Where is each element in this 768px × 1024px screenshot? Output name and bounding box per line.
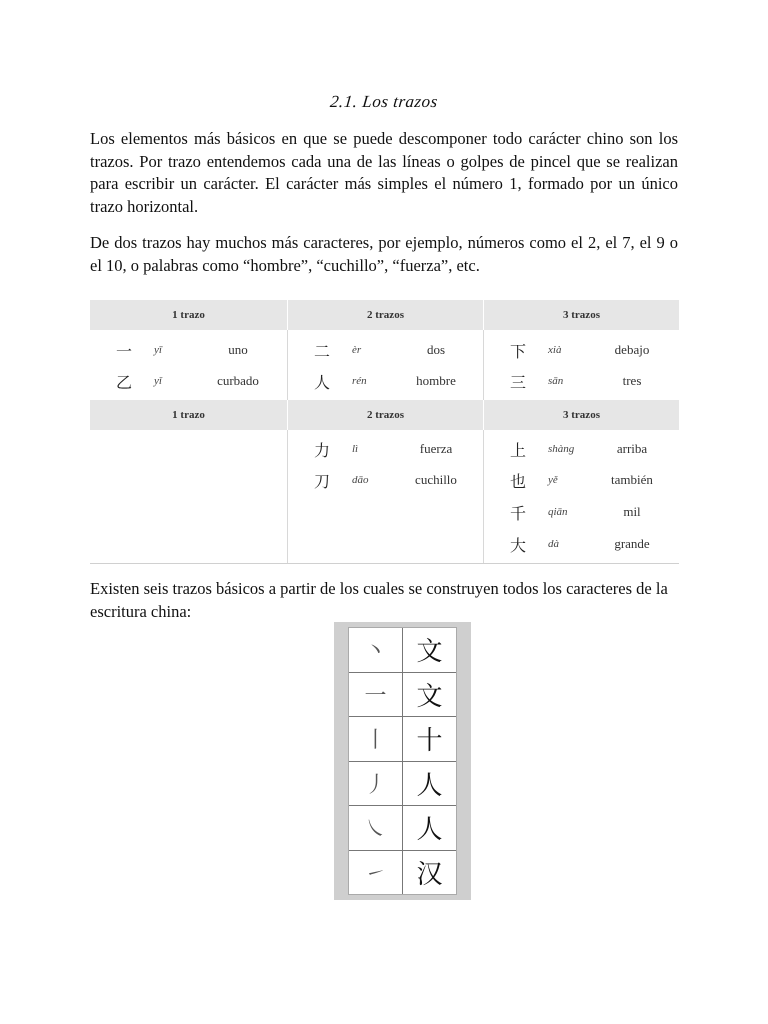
hanzi-char: 大 [509, 535, 526, 555]
example-char: 十 [416, 726, 443, 757]
hanzi-char: 三 [509, 372, 526, 392]
column-2-trazos [287, 330, 483, 400]
stroke-row [349, 717, 456, 762]
table-row [90, 369, 287, 393]
basic-strokes-grid [348, 627, 457, 895]
table-row [484, 338, 679, 362]
meaning: arriba [616, 441, 648, 456]
pinyin: shàng [548, 443, 575, 455]
strokes-table [90, 300, 679, 564]
header-2-trazos: 2 trazos [287, 400, 483, 430]
example-char: 文 [416, 637, 443, 668]
table-row [484, 369, 679, 393]
stroke-glyph: 丶 [349, 628, 403, 672]
meaning: dos [426, 342, 446, 357]
hanzi-char: 乙 [115, 372, 132, 392]
pinyin: èr [352, 344, 362, 356]
hanzi-char: 刀 [313, 471, 330, 491]
pinyin: dāo [352, 474, 369, 486]
table-row [90, 338, 287, 362]
column-3-trazos [483, 430, 679, 563]
table-section-bottom [90, 430, 679, 563]
meaning: hombre [416, 373, 456, 388]
meaning: cuchillo [415, 472, 457, 487]
column-3-trazos [483, 330, 679, 400]
example-char: 文 [416, 681, 443, 712]
column-1-trazo-empty [90, 430, 287, 563]
meaning: curbado [217, 373, 259, 388]
pinyin: yǐ [154, 375, 162, 387]
meaning: mil [623, 504, 641, 519]
pinyin: lì [352, 443, 359, 455]
column-2-trazos [287, 430, 483, 563]
meaning: también [611, 472, 653, 487]
table-row [288, 468, 483, 492]
pinyin: dà [548, 538, 559, 550]
header-3-trazos: 3 trazos [483, 400, 679, 430]
hanzi-char: 上 [509, 440, 526, 460]
column-1-trazo [90, 330, 287, 400]
stroke-row [349, 628, 456, 673]
stroke-glyph: 丿 [349, 762, 403, 806]
table-header-top [90, 300, 679, 330]
stroke-glyph: ㇏ [349, 806, 403, 850]
example-char: 人 [416, 815, 443, 846]
meaning: fuerza [419, 441, 453, 456]
example-char: 人 [416, 770, 443, 801]
hanzi-char: 二 [313, 341, 330, 361]
hanzi-char: 力 [313, 440, 330, 460]
stroke-row [349, 806, 456, 851]
pinyin: xià [548, 344, 562, 356]
meaning: uno [228, 342, 248, 357]
header-3-trazos: 3 trazos [483, 300, 679, 330]
header-1-trazo: 1 trazo [172, 409, 205, 421]
pinyin: rén [352, 375, 367, 387]
table-row [288, 338, 483, 362]
table-row [484, 500, 679, 524]
pinyin: yě [548, 474, 558, 486]
stroke-glyph: 丨 [349, 717, 403, 761]
section-title: 2.1. Los trazos [329, 92, 439, 111]
hanzi-char: 下 [509, 341, 526, 361]
paragraph-intro: Los elementos más básicos en que se puede descomponer todo carácter chino son los trazos. Por trazo entendemos cada una de las líneas o golpes de pincel que se realizan para escribir un carácter. El carácter más simples el número 1, formado por un único trazo horizontal. [90, 129, 678, 216]
hanzi-char: 也 [509, 471, 526, 491]
stroke-glyph: 一 [349, 673, 403, 717]
paragraph-basic-strokes: Existen seis trazos básicos a partir de los cuales se construyen todos los caracteres de la escritura china: [90, 579, 668, 621]
meaning: debajo [614, 342, 650, 357]
table-section-top [90, 330, 679, 400]
pinyin: qiān [548, 506, 568, 518]
table-row [484, 468, 679, 492]
meaning: tres [622, 373, 642, 388]
paragraph-two-strokes: De dos trazos hay muchos más caracteres, por ejemplo, números como el 2, el 7, el 9 o el 10, o palabras como “hombre”, “cuchillo”, “fuerza”, etc. [90, 233, 678, 275]
table-row [288, 369, 483, 393]
meaning: grande [614, 536, 650, 551]
stroke-row [349, 762, 456, 807]
hanzi-char: 一 [115, 341, 132, 361]
hanzi-char: 人 [313, 372, 330, 392]
stroke-glyph: ㇀ [349, 851, 403, 895]
header-1-trazo: 1 trazo [172, 309, 205, 321]
stroke-row [349, 851, 456, 895]
table-row [484, 437, 679, 461]
table-header-mid [90, 400, 679, 430]
example-char: 汉 [416, 859, 443, 890]
header-2-trazos: 2 trazos [287, 300, 483, 330]
table-row [484, 532, 679, 556]
table-row [288, 437, 483, 461]
pinyin: sān [548, 375, 564, 387]
stroke-row [349, 673, 456, 718]
pinyin: yī [154, 344, 162, 356]
hanzi-char: 千 [509, 503, 526, 523]
basic-strokes-figure [334, 622, 471, 900]
